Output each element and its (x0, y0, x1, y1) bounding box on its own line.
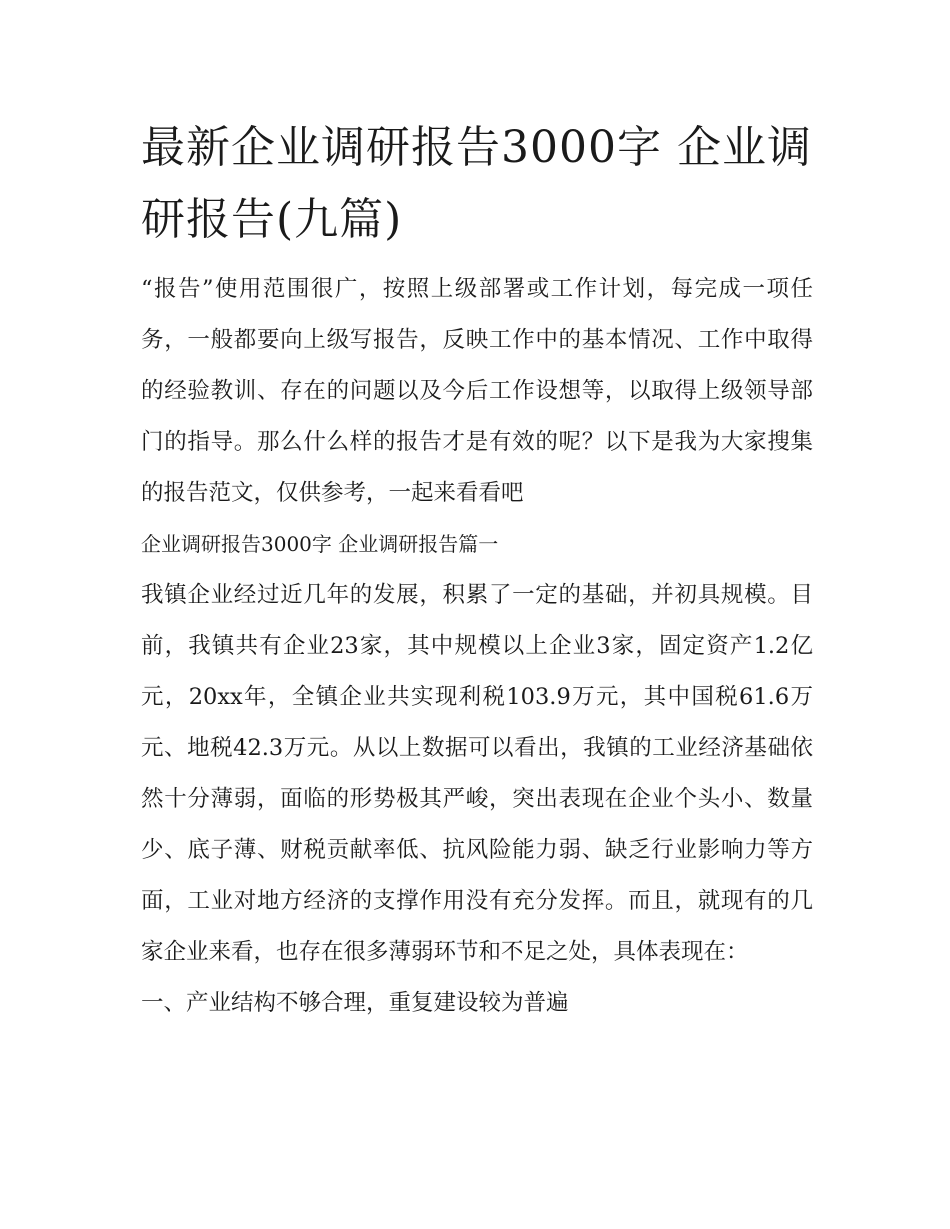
section-body-paragraph: 我镇企业经过近几年的发展，积累了一定的基础，并初具规模。目前，我镇共有企业23家，其中规模以上企业3家，固定资产1.2亿元，20xx年，全镇企业共实现利税103.9万元，其中国税61.6万元、地税42.3万元。从以上数据可以看出，我镇的工业经济基础依然十分薄弱，面临的形势极其严峻，突出表现在企业个头小、数量少、底子薄、财税贡献率低、抗风险能力弱、缺乏行业影响力等方面，工业对地方经济的支撑作用没有充分发挥。而且，就现有的几家企业来看，也存在很多薄弱环节和不足之处，具体表现在： (141, 582, 813, 965)
document-page (141, 112, 813, 1029)
document-title: 最新企业调研报告3000字 企业调研报告(九篇) (141, 122, 812, 245)
intro-paragraph: “报告”使用范围很广，按照上级部署或工作计划，每完成一项任务，一般都要向上级写报告，反映工作中的基本情况、工作中取得的经验教训、存在的问题以及今后工作设想等，以取得上级领导部门的指导。那么什么样的报告才是有效的呢？以下是我为大家搜集的报告范文，仅供参考，一起来看看吧 (141, 276, 813, 506)
section-heading: 企业调研报告3000字 企业调研报告篇一 (141, 532, 499, 556)
subheading-1: 一、产业结构不够合理，重复建设较为普遍 (141, 990, 569, 1016)
